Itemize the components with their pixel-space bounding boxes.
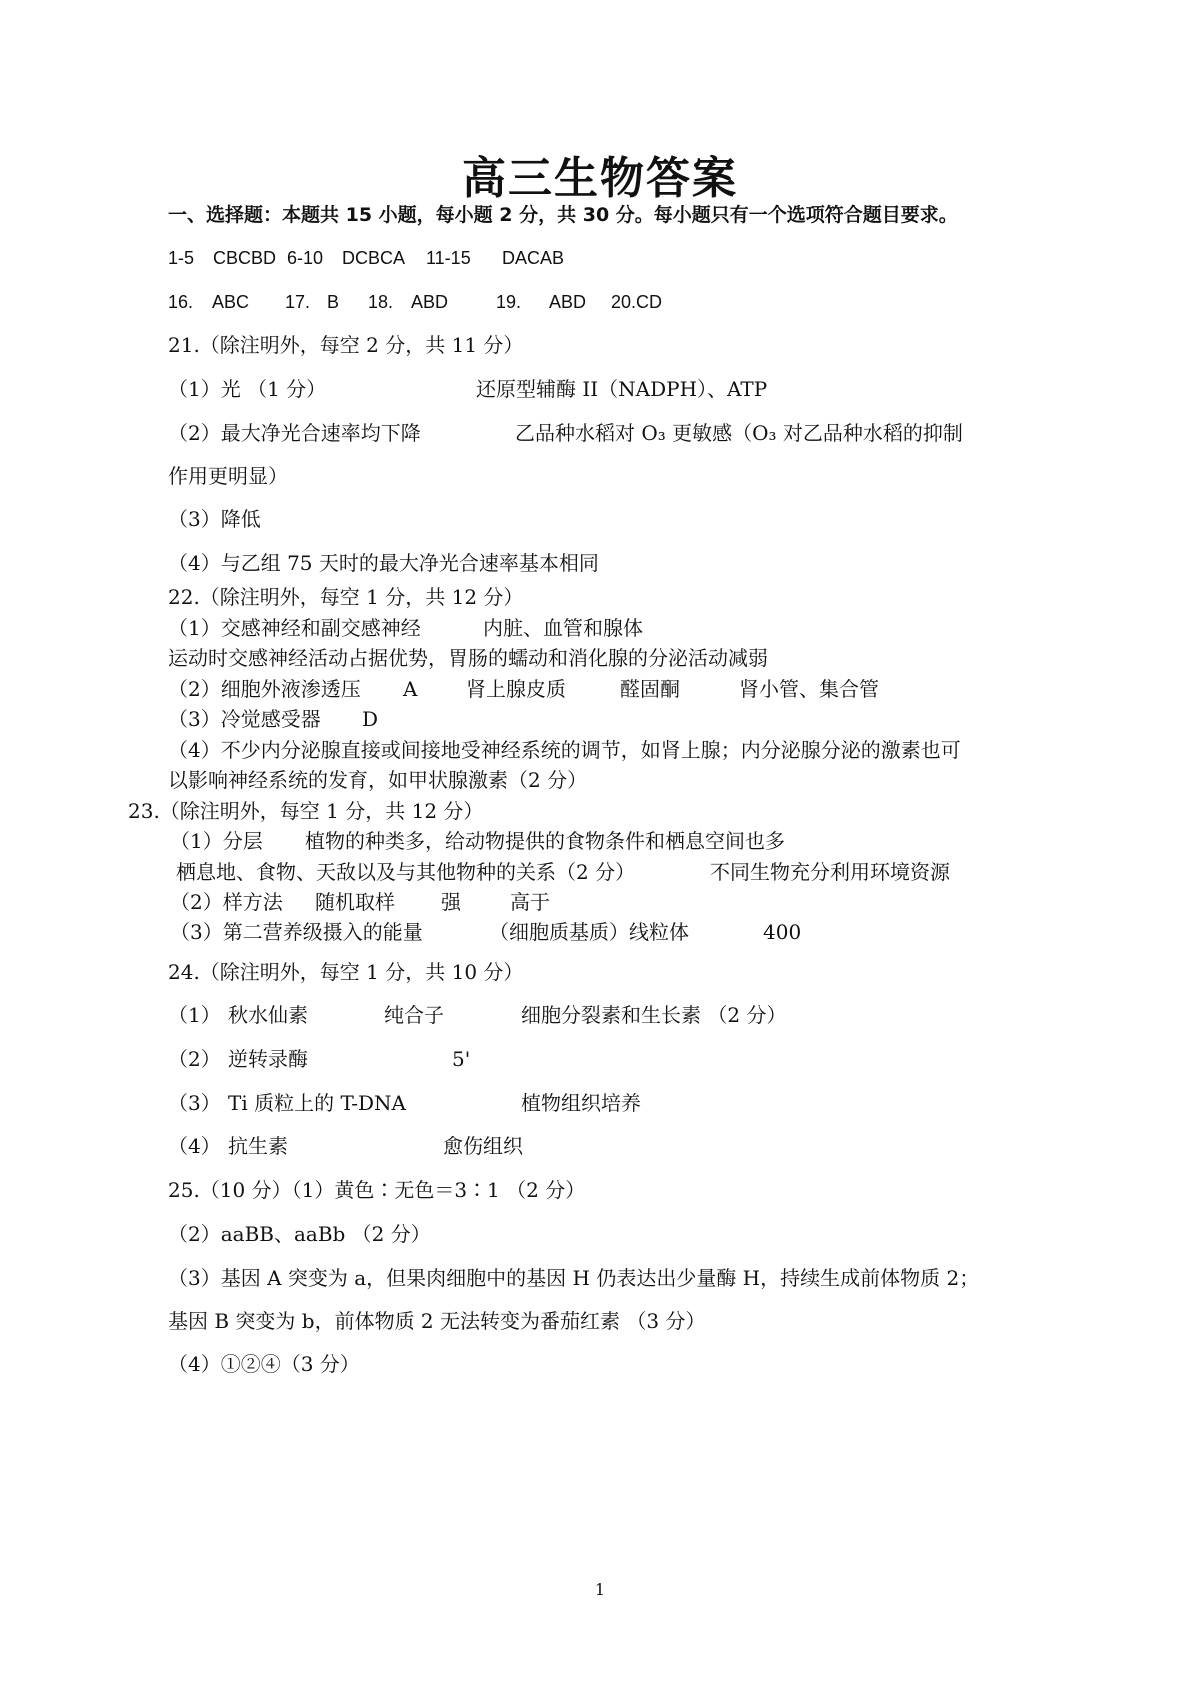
q25-answer-4: （4）①②④（3 分） xyxy=(168,1352,360,1376)
q24-answer-2b: 逆转录酶 xyxy=(228,1047,308,1071)
page-number: 1 xyxy=(594,1580,606,1599)
q25-answer-3b: 基因 B 突变为 b，前体物质 2 无法转变为番茄红素 （3 分） xyxy=(168,1309,706,1333)
q23-heading: 23.（除注明外，每空 1 分，共 12 分） xyxy=(128,799,484,823)
section-heading: 一、选择题：本题共 15 小题，每小题 2 分，共 30 分。每小题只有一个选项符合题目要求。 xyxy=(168,204,958,226)
q21-answer-1: （1）光 （1 分） xyxy=(168,377,327,401)
answer-value: DACAB xyxy=(502,248,565,268)
q22-answer-2e: 肾小管、集合管 xyxy=(739,677,879,701)
q22-heading: 22.（除注明外，每空 1 分，共 12 分） xyxy=(168,585,524,609)
q23-answer-1b: 植物的种类多，给动物提供的食物条件和栖息空间也多 xyxy=(305,829,785,853)
q21-answer-2: （2）最大净光合速率均下降 xyxy=(168,421,421,445)
q25-answer-2: （2）aaBB、aaBb （2 分） xyxy=(168,1222,431,1246)
answer-value: DCBCA xyxy=(342,248,406,268)
question-number: 19. xyxy=(496,292,522,312)
q24-answer-3: （3） xyxy=(168,1091,221,1115)
q24-answer-1b: 秋水仙素 xyxy=(228,1003,308,1027)
page-title: 高三生物答案 xyxy=(462,153,738,204)
q23-answer-3b: （细胞质基质）线粒体 xyxy=(489,920,689,944)
q24-heading: 24.（除注明外，每空 1 分，共 10 分） xyxy=(168,960,524,984)
q23-answer-2: （2）样方法 xyxy=(170,890,283,914)
q24-answer-1c: 纯合子 xyxy=(384,1003,444,1027)
q23-answer-2b: 随机取样 xyxy=(315,890,395,914)
q22-answer-2: （2）细胞外液渗透压 xyxy=(168,677,361,701)
q22-answer-3: （3）冷觉感受器 xyxy=(168,707,321,731)
q24-answer-1d: 细胞分裂素和生长素 （2 分） xyxy=(521,1003,787,1027)
q22-answer-3b: D xyxy=(362,707,379,731)
q21-answer-2c: 作用更明显） xyxy=(168,464,288,488)
q24-answer-4b: 抗生素 xyxy=(228,1134,288,1158)
q23-answer-2d: 高于 xyxy=(510,890,550,914)
answer-range: 6-10 xyxy=(287,248,324,268)
q23-answer-1d: 不同生物充分利用环境资源 xyxy=(710,860,950,884)
q24-answer-4: （4） xyxy=(168,1134,221,1158)
answer-value: 20.CD xyxy=(611,292,663,312)
q24-answer-2: （2） xyxy=(168,1047,221,1071)
q21-answer-2b: 乙品种水稻对 O₃ 更敏感（O₃ 对乙品种水稻的抑制 xyxy=(515,421,963,445)
q25-heading: 25.（10 分）（1）黄色∶无色＝3∶1 （2 分） xyxy=(168,1178,586,1202)
question-number: 18. xyxy=(368,292,394,312)
answer-value: ABC xyxy=(212,292,250,312)
answer-value: ABD xyxy=(549,292,587,312)
q22-answer-2d: 醛固酮 xyxy=(620,677,680,701)
q24-answer-2c: 5' xyxy=(452,1047,471,1071)
q24-answer-4c: 愈伤组织 xyxy=(443,1134,523,1158)
q22-answer-2c: 肾上腺皮质 xyxy=(466,677,566,701)
q21-answer-1b: 还原型辅酶 II（NADPH）、ATP xyxy=(476,377,768,401)
q21-answer-4: （4）与乙组 75 天时的最大净光合速率基本相同 xyxy=(168,551,599,575)
question-number: 16. xyxy=(168,292,194,312)
q22-answer-1b: 内脏、血管和腺体 xyxy=(483,616,643,640)
q22-answer-1c: 运动时交感神经活动占据优势，胃肠的蠕动和消化腺的分泌活动减弱 xyxy=(168,646,768,670)
q22-answer-4b: 以影响神经系统的发育，如甲状腺激素（2 分） xyxy=(168,768,588,792)
answer-range: 11-15 xyxy=(426,248,471,268)
answer-range: 1-5 xyxy=(168,248,195,268)
q21-heading: 21.（除注明外，每空 2 分，共 11 分） xyxy=(168,333,524,357)
q24-answer-3b: Ti 质粒上的 T-DNA xyxy=(228,1091,406,1115)
q22-answer-4: （4）不少内分泌腺直接或间接地受神经系统的调节，如肾上腺；内分泌腺分泌的激素也可 xyxy=(168,738,961,762)
q24-answer-1: （1） xyxy=(168,1003,221,1027)
q21-answer-3: （3）降低 xyxy=(168,507,261,531)
q25-answer-3: （3）基因 A 突变为 a，但果肉细胞中的基因 H 仍表达出少量酶 H，持续生成前体物质 2； xyxy=(168,1266,980,1290)
q23-answer-1: （1）分层 xyxy=(170,829,263,853)
q23-answer-3: （3）第二营养级摄入的能量 xyxy=(170,920,423,944)
answer-value: ABD xyxy=(411,292,449,312)
q22-answer-2b: A xyxy=(403,677,418,701)
q23-answer-1c: 栖息地、食物、天敌以及与其他物种的关系（2 分） xyxy=(176,860,636,884)
q23-answer-2c: 强 xyxy=(441,890,461,914)
answer-value: CBCBD xyxy=(213,248,277,268)
question-number: 17. xyxy=(285,292,311,312)
q24-answer-3c: 植物组织培养 xyxy=(521,1091,641,1115)
q23-answer-3c: 400 xyxy=(763,920,802,944)
answer-value: B xyxy=(327,292,340,312)
q22-answer-1: （1）交感神经和副交感神经 xyxy=(168,616,421,640)
